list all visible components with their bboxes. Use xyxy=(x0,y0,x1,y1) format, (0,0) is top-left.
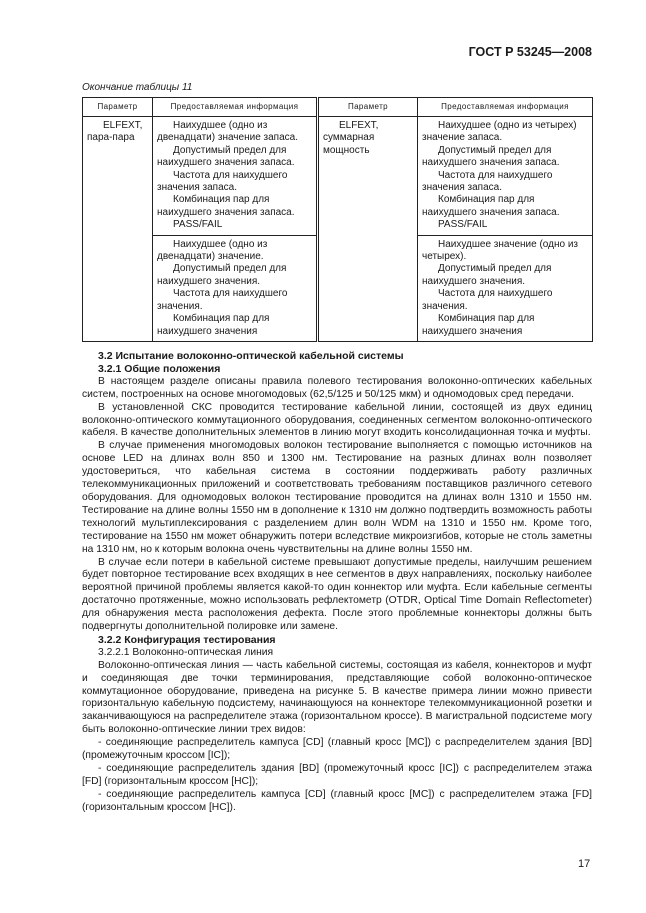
info-line: Наихудшее (одно из двенадцати) значение запаса. xyxy=(157,120,298,144)
paragraph: В установленной СКС проводится тестирование кабельной линии, состоящей из двух единиц волоконно-оптического коммутационного оборудования, соединенных сегментом волоконно-оптического кабеля. В качестве дополнительных элементов в линию могут входить консолидационная точка и муфты. xyxy=(82,401,592,439)
info-line: Допустимый предел для наихудшего значения запаса. xyxy=(422,144,560,169)
list-item: - соединяющие распределитель здания [BD] (промежуточный кросс [IC]) с распределителем этажа [FD] (горизонтальным кроссом [HC]); xyxy=(82,763,592,787)
paragraph: В случае применения многомодовых волокон тестирование выполняется с помощью источников на основе LED на длинах волн 850 и 1300 нм. Тестирование на разных длинах волн позволяет удостовериться, что кабельная система в состоянии поддерживать работу различных телекоммуникационных приложений и соответствовать требованиям поставщиков различного сетевого оборудования. Для одномодовых волокон тестирование проводится на длинах волн 1310 и 1550 нм. Тестирование на длине волны 1550 нм в дополнение к 1310 нм должно подтвердить возможность работы технологий мультиплексирования с разделением длин волн WDM на 1310 и 1550 нм. Кроме того, тестирование на 1550 нм может обнаружить потери вследствие микроизгибов, которые не столь заметны на 1310 нм, но к которым волокна очень чувствительны на длине волны 1550 нм. xyxy=(82,440,592,555)
info-line: PASS/FAIL xyxy=(438,219,488,231)
info-line: Частота для наихудшего значения запаса. xyxy=(157,169,288,194)
subsection-heading: 3.2.2 Конфигурация тестирования xyxy=(98,633,276,646)
paragraph: В случае если потери в кабельной системе превышают допустимые пределы, наилучшим решением будет повторное тестирование всех входящих в нее сегментов в двух направлениях, поскольку наиболее вероятной причиной проблемы является какой-то один коннектор или муфта. Если кабельные сегменты достаточно протяженные, можно использовать рефлектометр (OTDR, Optical Time Domain Reflectometer) для обнаружения места расположения дефекта. После этого проблемные коннекторы должны быть подвергнуты дополнительной полировке или замене. xyxy=(82,556,592,633)
col-header: Предоставляемая информация xyxy=(153,98,318,117)
table-header-row xyxy=(83,98,593,117)
info-line: Частота для наихудшего значения запаса. xyxy=(422,169,553,194)
param-name: ELFEXT, пара-пара xyxy=(87,120,143,144)
info-cell xyxy=(153,117,318,236)
info-line: Наихудшее (одно из двенадцати) значение. xyxy=(157,238,268,263)
info-line: Комбинация пар для наихудшего значения запаса. xyxy=(157,194,295,218)
info-line: Допустимый предел для наихудшего значения. xyxy=(422,263,552,287)
section-heading: 3.2 Испытание волоконно-оптической кабельной системы xyxy=(98,350,404,362)
info-line: Частота для наихудшего значения. xyxy=(422,288,553,312)
info-line: PASS/FAIL xyxy=(173,219,223,231)
table-row xyxy=(83,117,593,236)
info-line: Наихудшее (одно из четырех) значение запаса. xyxy=(422,120,577,144)
info-cell xyxy=(153,235,318,341)
paragraph: В настоящем разделе описаны правила полевого тестирования волоконно-оптических кабельных систем, построенных на основе многомодовых (62,5/125 и 50/125 мкм) и одномодовых сред передачи. xyxy=(82,375,592,400)
info-line: Комбинация пар для наихудшего значения xyxy=(422,313,535,337)
paragraph: Волоконно-оптическая линия — часть кабельной системы, состоящая из кабеля, коннекторов и муфт и соединяющая две точки терминирования, представляющие собой волоконно-оптическое коммутационное оборудование, приведена на рисунке 5. В качестве примера линии можно привести горизонтальную кабельную подсистему, начинающуюся на коннекторе телекоммуникационной розетки и заканчивающуюся на распределителе этажа (горизонтальном кроссе). В магистральной подсистеме могу быть волоконно-оптические линии трех видов: xyxy=(82,659,592,736)
parameters-table xyxy=(82,97,593,342)
subsubsection-heading: 3.2.2.1 Волоконно-оптическая линия xyxy=(98,646,274,658)
col-header: Предоставляемая информация xyxy=(418,98,593,117)
document-header: ГОСТ Р 53245—2008 xyxy=(468,45,592,59)
list-item: - соединяющие распределитель кампуса [CD] (главный кросс [MC]) с распределителем этажа [FD] (горизонтальным кроссом [HC]). xyxy=(82,788,592,813)
table-caption: Окончание таблицы 11 xyxy=(82,82,193,93)
info-line: Наихудшее значение (одно из четырех). xyxy=(422,238,579,263)
subsection-heading: 3.2.1 Общие положения xyxy=(98,362,221,375)
col-header: Параметр xyxy=(318,98,418,117)
list-item: - соединяющие распределитель кампуса [CD] (главный кросс [MC]) с распределителем здания [BD] (промежуточным кроссом [IC]); xyxy=(82,737,592,762)
info-line: Допустимый предел для наихудшего значения. xyxy=(157,263,287,287)
info-line: Частота для наихудшего значения. xyxy=(157,288,288,312)
info-cell xyxy=(418,235,593,341)
info-line: Допустимый предел для наихудшего значения запаса. xyxy=(157,144,295,169)
col-header: Параметр xyxy=(83,98,153,117)
section-body xyxy=(82,350,592,815)
param-cell xyxy=(318,117,418,342)
param-cell xyxy=(83,117,153,342)
info-line: Комбинация пар для наихудшего значения xyxy=(157,313,270,337)
param-name: ELFEXT, суммарная мощность xyxy=(323,120,379,156)
info-cell xyxy=(418,117,593,236)
page-number: 17 xyxy=(578,858,591,870)
info-line: Комбинация пар для наихудшего значения запаса. xyxy=(422,194,560,218)
